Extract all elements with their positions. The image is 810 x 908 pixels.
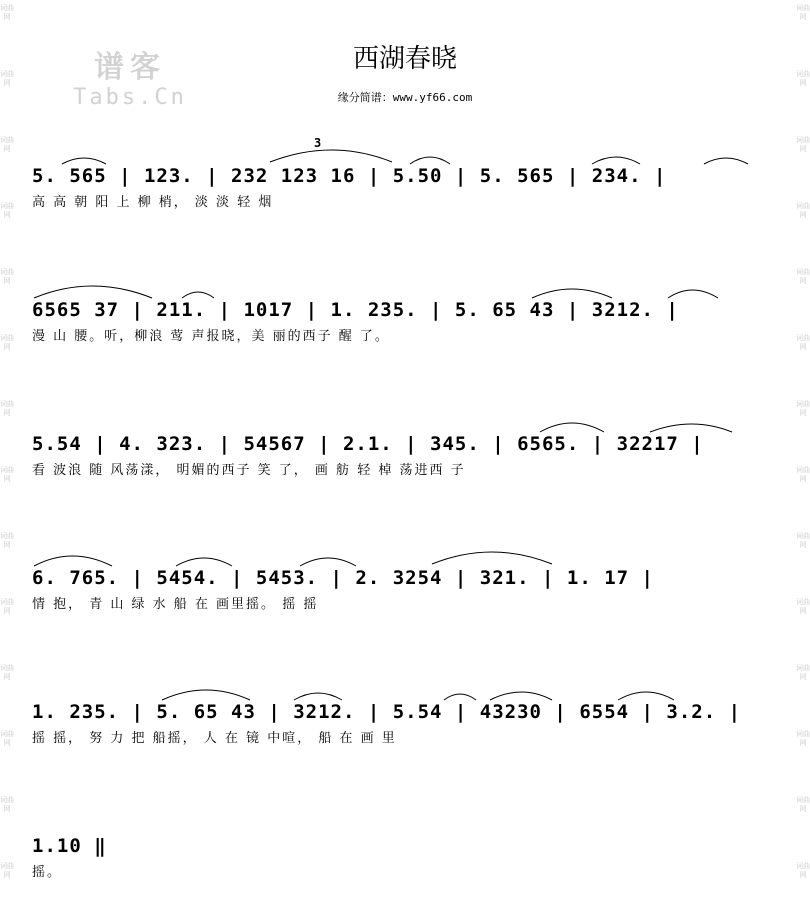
right-margin-stamps (796, 0, 810, 908)
score-line-3 (32, 404, 782, 476)
song-title: 西湖春晓 (352, 44, 457, 74)
margin-stamp: 词曲网 (0, 334, 14, 351)
score-line-5 (32, 672, 782, 744)
notation-line: 5. 565 | 123. | 232 123 16 | 5.50 | 5. 565 | 234. | (32, 165, 667, 187)
margin-stamp: 词曲网 (0, 664, 14, 681)
margin-stamp: 词曲网 (0, 136, 14, 153)
margin-stamp: 词曲网 (0, 598, 14, 615)
margin-stamp: 词曲网 (796, 202, 810, 219)
score-line-2 (32, 270, 782, 342)
margin-stamp: 词曲网 (0, 796, 14, 813)
margin-stamp: 词曲网 (0, 268, 14, 285)
margin-stamp: 词曲网 (0, 400, 14, 417)
margin-stamp: 词曲网 (796, 4, 810, 21)
slur-marks (32, 538, 782, 568)
slur-marks (32, 404, 782, 434)
notation-line: 5.54 | 4. 323. | 54567 | 2.1. | 345. | 6565. | 32217 | (32, 433, 704, 455)
margin-stamp: 词曲网 (796, 664, 810, 681)
margin-stamp: 词曲网 (796, 466, 810, 483)
lyrics-line: 情 抱， 青 山 绿 水 船 在 画里摇。 摇 摇 (32, 597, 319, 612)
margin-stamp: 词曲网 (796, 532, 810, 549)
slur-marks (32, 270, 782, 300)
margin-stamp: 词曲网 (0, 862, 14, 879)
margin-stamp: 词曲网 (796, 796, 810, 813)
triplet-mark: 3 (314, 136, 322, 150)
margin-stamp: 词曲网 (0, 730, 14, 747)
lyrics-line: 摇。 (32, 865, 63, 880)
left-margin-stamps (0, 0, 14, 908)
margin-stamp: 词曲网 (796, 400, 810, 417)
notation-line: 6. 765. | 5454. | 5453. | 2. 3254 | 321. | 1. 17 | (32, 567, 654, 589)
margin-stamp: 词曲网 (0, 466, 14, 483)
lyrics-line: 看 波浪 随 风荡漾， 明媚的西子 笑 了， 画 舫 轻 棹 荡进西 子 (32, 463, 466, 478)
margin-stamp: 词曲网 (796, 862, 810, 879)
lyrics-line: 摇 摇， 努 力 把 船摇， 人 在 镜 中喧， 船 在 画 里 (32, 731, 397, 746)
margin-stamp: 词曲网 (0, 4, 14, 21)
margin-stamp: 词曲网 (0, 202, 14, 219)
watermark-top: 谱客 (94, 50, 166, 85)
margin-stamp: 词曲网 (0, 532, 14, 549)
notation-line: 1. 235. | 5. 65 43 | 3212. | 5.54 | 43230 | 6554 | 3.2. | (32, 701, 742, 723)
lyrics-line: 漫 山 腰。听，柳浪 莺 声报晓，美 丽的西子 醒 了。 (32, 329, 390, 344)
score-line-1 (32, 136, 782, 208)
notation-line: 1.10 ‖ (32, 835, 107, 857)
lyrics-line: 高 高 朝 阳 上 柳 梢， 淡 淡 轻 烟 (32, 195, 274, 210)
score-line-6 (32, 806, 782, 878)
source-credit: 缘分简谱：www.yf66.com (337, 91, 473, 104)
margin-stamp: 词曲网 (796, 598, 810, 615)
watermark-bottom: Tabs.Cn (73, 85, 187, 110)
margin-stamp: 词曲网 (796, 730, 810, 747)
score-line-4 (32, 538, 782, 610)
margin-stamp: 词曲网 (796, 136, 810, 153)
margin-stamp: 词曲网 (796, 268, 810, 285)
margin-stamp: 词曲网 (0, 70, 14, 87)
margin-stamp: 词曲网 (796, 334, 810, 351)
notation-line: 6565 37 | 211. | 1017 | 1. 235. | 5. 65 43 | 3212. | (32, 299, 679, 321)
margin-stamp: 词曲网 (796, 70, 810, 87)
slur-marks (32, 136, 782, 166)
slur-marks (32, 672, 782, 702)
